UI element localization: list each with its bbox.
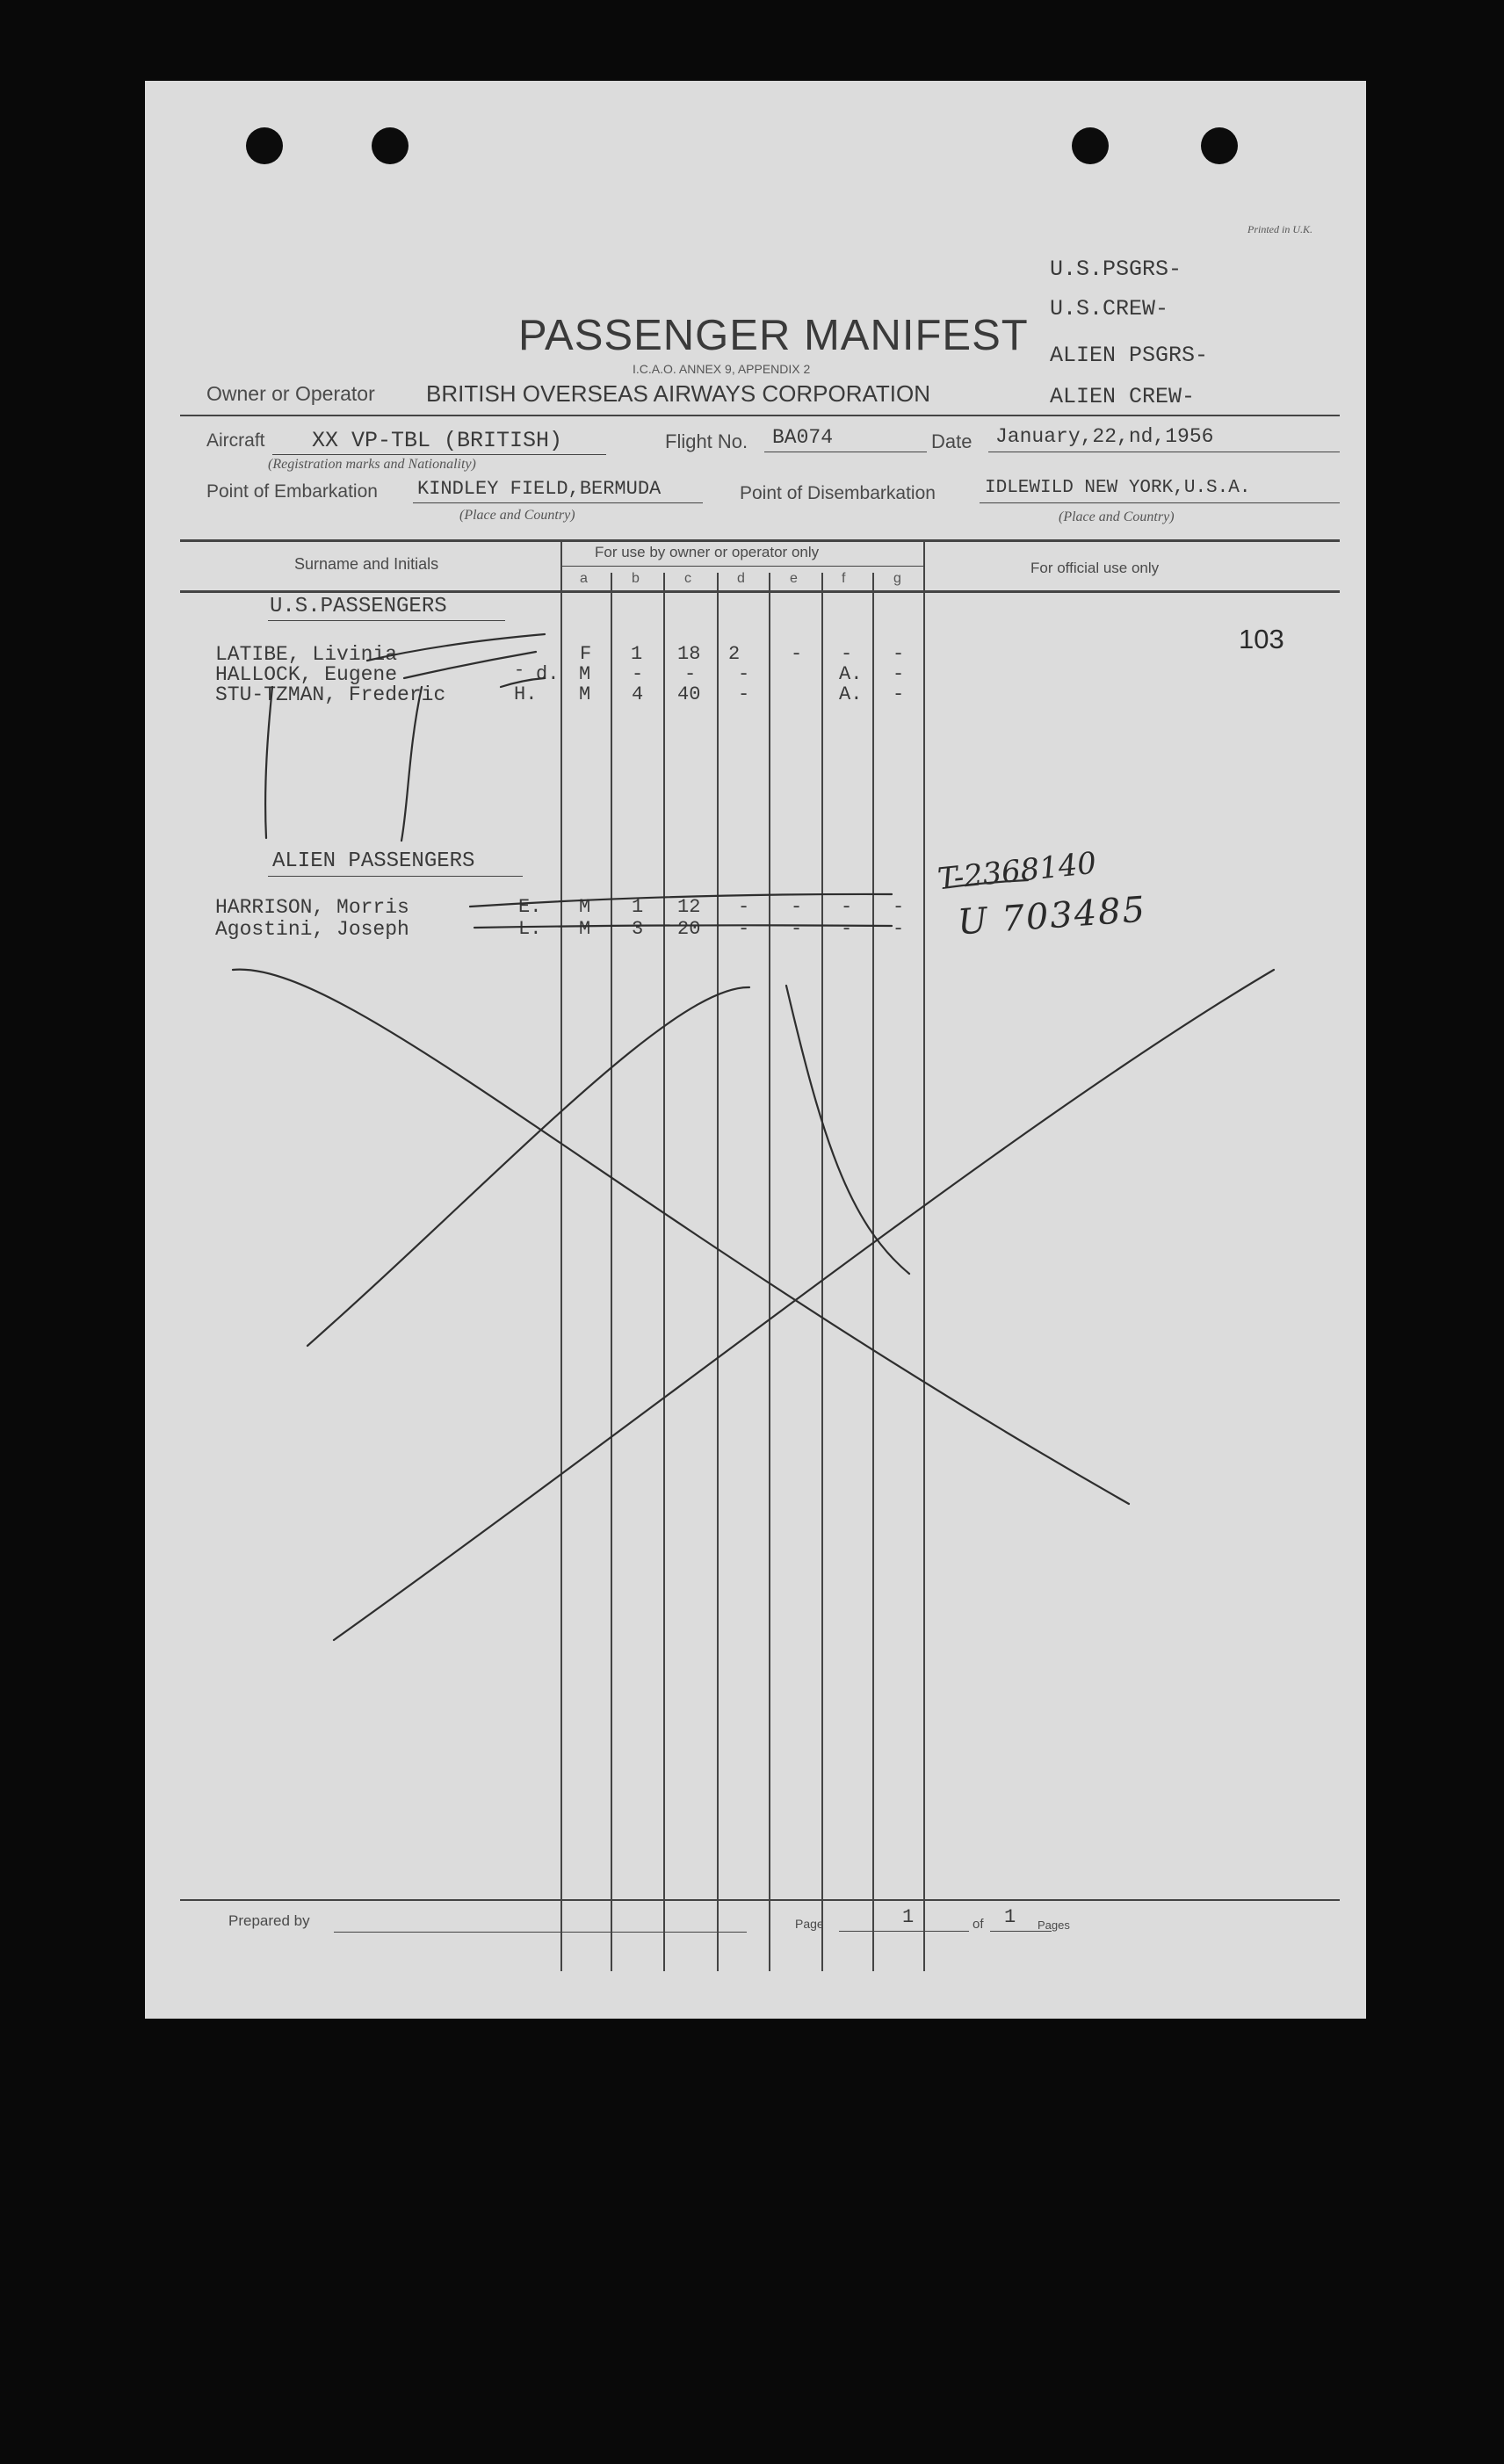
owner-value: BRITISH OVERSEAS AIRWAYS CORPORATION (426, 380, 931, 407)
cell-g: - (893, 663, 905, 685)
passenger-name: Agostini, Joseph (215, 918, 409, 941)
cell-mark: - (514, 661, 525, 681)
cell-f: A. (839, 663, 863, 685)
category-us-crew: U.S.CREW- (1050, 296, 1169, 322)
owner-label: Owner or Operator (206, 382, 375, 405)
pages-label: Pages (1038, 1918, 1070, 1932)
cell-mark: E. (518, 896, 542, 918)
cell-a: M (579, 918, 591, 940)
category-alien-psgrs: ALIEN PSGRS- (1050, 343, 1209, 368)
cell-c: - (632, 663, 644, 685)
date-label: Date (931, 430, 973, 452)
of-label: of (973, 1917, 984, 1932)
date-value: January,22,nd,1956 (995, 425, 1214, 448)
page-total: 1 (1004, 1906, 1016, 1928)
column-a: a (580, 571, 588, 586)
embarkation-label: Point of Embarkation (206, 481, 378, 502)
passenger-name: HARRISON, Morris (215, 896, 409, 919)
column-c: c (684, 571, 691, 586)
section-us-passengers: U.S.PASSENGERS (270, 595, 447, 618)
cell-mark: L. (518, 918, 542, 940)
cell-a: M (579, 896, 591, 918)
column-g: g (893, 571, 901, 586)
category-us-psgrs: U.S.PSGRS- (1050, 257, 1182, 282)
prepared-by-label: Prepared by (228, 1912, 310, 1929)
disembarkation-label: Point of Disembarkation (740, 483, 936, 503)
cell-a: H. (514, 683, 538, 705)
aircraft-value: XX VP-TBL (BRITISH) (312, 428, 563, 453)
cell-e: - (791, 643, 803, 665)
cell-d: - (738, 918, 750, 940)
aircraft-label: Aircraft (206, 430, 265, 451)
printed-note: Printed in U.K. (1247, 223, 1312, 235)
form-title: PASSENGER MANIFEST (518, 312, 1029, 359)
cell-f: - (841, 896, 853, 918)
cell-g: - (893, 643, 905, 665)
cell-b: 1 (632, 896, 644, 918)
cell-b: M (579, 683, 591, 705)
cell-g: - (893, 683, 905, 705)
surname-header: Surname and Initials (294, 555, 439, 573)
flight-value: BA074 (772, 426, 834, 449)
cell-b: 1 (631, 643, 643, 665)
flight-label: Flight No. (665, 430, 748, 452)
cell-f: A. (839, 683, 863, 705)
cell-b: 3 (632, 918, 644, 940)
cell-c: 20 (677, 918, 701, 940)
category-alien-crew: ALIEN CREW- (1050, 384, 1196, 409)
handwritten-note: U 703485 (956, 889, 1148, 943)
official-use-header: For official use only (1030, 560, 1160, 576)
cell-c: 4 (632, 683, 644, 705)
official-number: 103 (1239, 624, 1284, 654)
column-b: b (632, 571, 640, 586)
passenger-name: LATIBE, Livinia (215, 643, 398, 666)
column-e: e (790, 571, 798, 586)
cell-g: - (893, 918, 905, 940)
cell-c: 18 (677, 643, 701, 665)
handwritten-note: T-2368140 (936, 845, 1098, 898)
cell-b: M (579, 663, 591, 685)
cell-f: - (841, 918, 853, 940)
column-f: f (842, 571, 846, 586)
cell-g: - (893, 896, 905, 918)
section-alien-passengers: ALIEN PASSENGERS (272, 849, 475, 873)
cell-d: - (738, 896, 750, 918)
passenger-name: STU-TZMAN, Frederic (215, 683, 446, 706)
cell-e: - (738, 683, 750, 705)
cell-e: - (791, 918, 803, 940)
form-subtitle: I.C.A.O. ANNEX 9, APPENDIX 2 (633, 362, 811, 376)
pen-cancellation-marks (145, 81, 1366, 2019)
cell-c: 12 (677, 896, 701, 918)
disembarkation-note: (Place and Country) (1059, 509, 1175, 524)
disembarkation-value: IDLEWILD NEW YORK,U.S.A. (985, 478, 1251, 498)
cell-e: - (738, 663, 750, 685)
cell-f: - (841, 643, 853, 665)
manifest-sheet (145, 81, 1366, 2019)
passenger-name: HALLOCK, Eugene (215, 663, 398, 686)
cell-e: - (791, 896, 803, 918)
cell-d: 2 (728, 643, 741, 665)
embarkation-value: KINDLEY FIELD,BERMUDA (417, 478, 662, 500)
cell-a: F (580, 643, 592, 665)
cell-d: - (684, 663, 697, 685)
owner-use-header: For use by owner or operator only (595, 544, 820, 560)
page-number: 1 (902, 1906, 915, 1928)
embarkation-note: (Place and Country) (459, 508, 575, 523)
aircraft-note: (Registration marks and Nationality) (268, 457, 476, 472)
page-label: Page (795, 1917, 824, 1931)
cell-a: d. (536, 663, 560, 685)
column-d: d (737, 571, 745, 586)
cell-d: 40 (677, 683, 701, 705)
